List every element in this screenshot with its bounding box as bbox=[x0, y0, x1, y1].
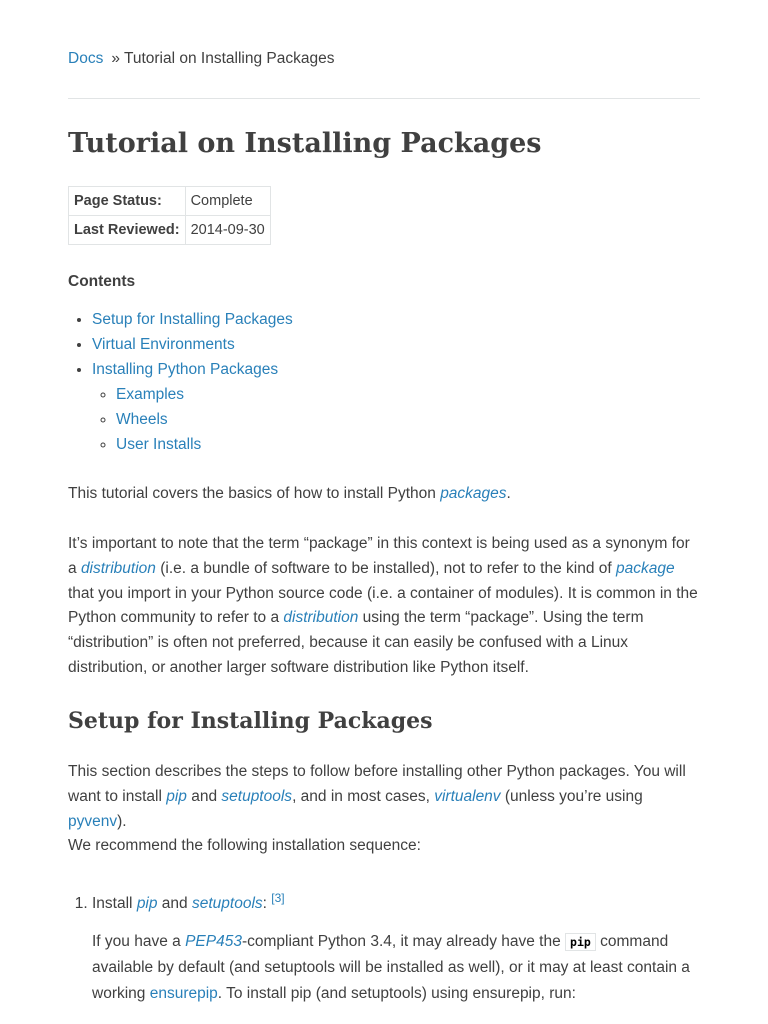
setuptools-link-step[interactable]: setuptools bbox=[191, 895, 263, 913]
installation-steps bbox=[68, 886, 700, 1007]
text: (i.e. a bundle of software to be installed), not to refer to the kind of bbox=[155, 559, 617, 577]
step-detail-paragraph bbox=[92, 929, 700, 1007]
text: . To install pip (and setuptools) using ensurepip, run: bbox=[217, 984, 576, 1002]
setup-paragraph bbox=[68, 760, 700, 834]
distribution-glossary-link[interactable]: distribution bbox=[80, 559, 156, 577]
reviewed-value: 2014-09-30 bbox=[185, 216, 270, 245]
table-row bbox=[69, 187, 271, 216]
toc-link-installing-python-packages[interactable]: Installing Python Packages bbox=[92, 361, 279, 378]
text: If you have a bbox=[92, 932, 186, 950]
toc-link-wheels[interactable]: Wheels bbox=[116, 411, 168, 428]
setuptools-link[interactable]: setuptools bbox=[221, 787, 293, 805]
list-item bbox=[92, 886, 700, 1007]
toc-link-setup[interactable]: Setup for Installing Packages bbox=[92, 311, 293, 328]
toc-sublist bbox=[92, 382, 293, 457]
pip-link-step[interactable]: pip bbox=[136, 895, 158, 913]
package-glossary-link[interactable]: package bbox=[616, 559, 675, 577]
status-key: Page Status: bbox=[69, 187, 186, 216]
list-item bbox=[116, 407, 293, 432]
text: using the term “package”. Using the term “distribution” is often not preferred, because it can easily be confused with a Linux distribution, or another larger software distribution like Python itself. bbox=[68, 609, 644, 676]
table-of-contents bbox=[68, 307, 293, 457]
footnote-link[interactable]: [3] bbox=[271, 891, 285, 905]
list-item bbox=[92, 357, 293, 457]
page-title: Tutorial on Installing Packages bbox=[68, 128, 542, 159]
contents-title: Contents bbox=[68, 273, 136, 290]
toc-link-examples[interactable]: Examples bbox=[116, 386, 185, 403]
ensurepip-link[interactable]: ensurepip bbox=[149, 984, 218, 1002]
list-item bbox=[116, 382, 293, 407]
text: that you import in your Python source code (i.e. a container of modules). It is common in the Python community to refer to a bbox=[68, 584, 698, 627]
package-note-paragraph bbox=[68, 532, 700, 681]
distribution-glossary-link-2[interactable]: distribution bbox=[283, 609, 359, 627]
intro-paragraph bbox=[68, 482, 700, 507]
list-item bbox=[92, 307, 293, 332]
breadcrumb-separator: » bbox=[111, 50, 120, 67]
text: (unless you’re using bbox=[500, 787, 643, 805]
text: . bbox=[506, 485, 511, 502]
table-row bbox=[69, 216, 271, 245]
status-value: Complete bbox=[185, 187, 270, 216]
breadcrumb-current: Tutorial on Installing Packages bbox=[123, 50, 335, 67]
text: -compliant Python 3.4, it may already have the bbox=[241, 932, 566, 950]
pep453-link[interactable]: PEP453 bbox=[185, 932, 242, 950]
text: It’s important to note that the term “package” in this context is being used as a synonym for a bbox=[68, 535, 690, 577]
text: command available by default (and setuptools will be installed as well), or it may at least contain a working bbox=[92, 932, 690, 1002]
status-table bbox=[68, 186, 271, 245]
text: , and in most cases, bbox=[292, 787, 435, 805]
text: ). bbox=[117, 812, 127, 830]
header-divider bbox=[68, 98, 700, 99]
breadcrumb-docs-link[interactable]: Docs bbox=[68, 50, 104, 67]
section-heading-setup: Setup for Installing Packages bbox=[68, 708, 433, 734]
virtualenv-link[interactable]: virtualenv bbox=[434, 787, 501, 805]
pip-code-literal: pip bbox=[565, 933, 596, 951]
text: and bbox=[186, 787, 222, 805]
reviewed-key: Last Reviewed: bbox=[69, 216, 186, 245]
pip-link[interactable]: pip bbox=[166, 787, 187, 805]
pyvenv-link[interactable]: pyvenv bbox=[68, 812, 118, 830]
toc-link-user-installs[interactable]: User Installs bbox=[116, 436, 202, 453]
text: : bbox=[262, 895, 272, 913]
text: This section describes the steps to follow before installing other Python packages. You will want to install bbox=[68, 763, 686, 805]
recommend-paragraph: We recommend the following installation sequence: bbox=[68, 837, 421, 854]
list-item bbox=[116, 432, 293, 457]
list-item bbox=[92, 332, 293, 357]
text: This tutorial covers the basics of how to install Python bbox=[68, 485, 441, 502]
packages-glossary-link[interactable]: packages bbox=[440, 485, 507, 502]
toc-link-virtual-environments[interactable]: Virtual Environments bbox=[92, 336, 235, 353]
text: Install bbox=[92, 895, 137, 913]
text: and bbox=[157, 895, 192, 913]
breadcrumb bbox=[68, 47, 334, 71]
